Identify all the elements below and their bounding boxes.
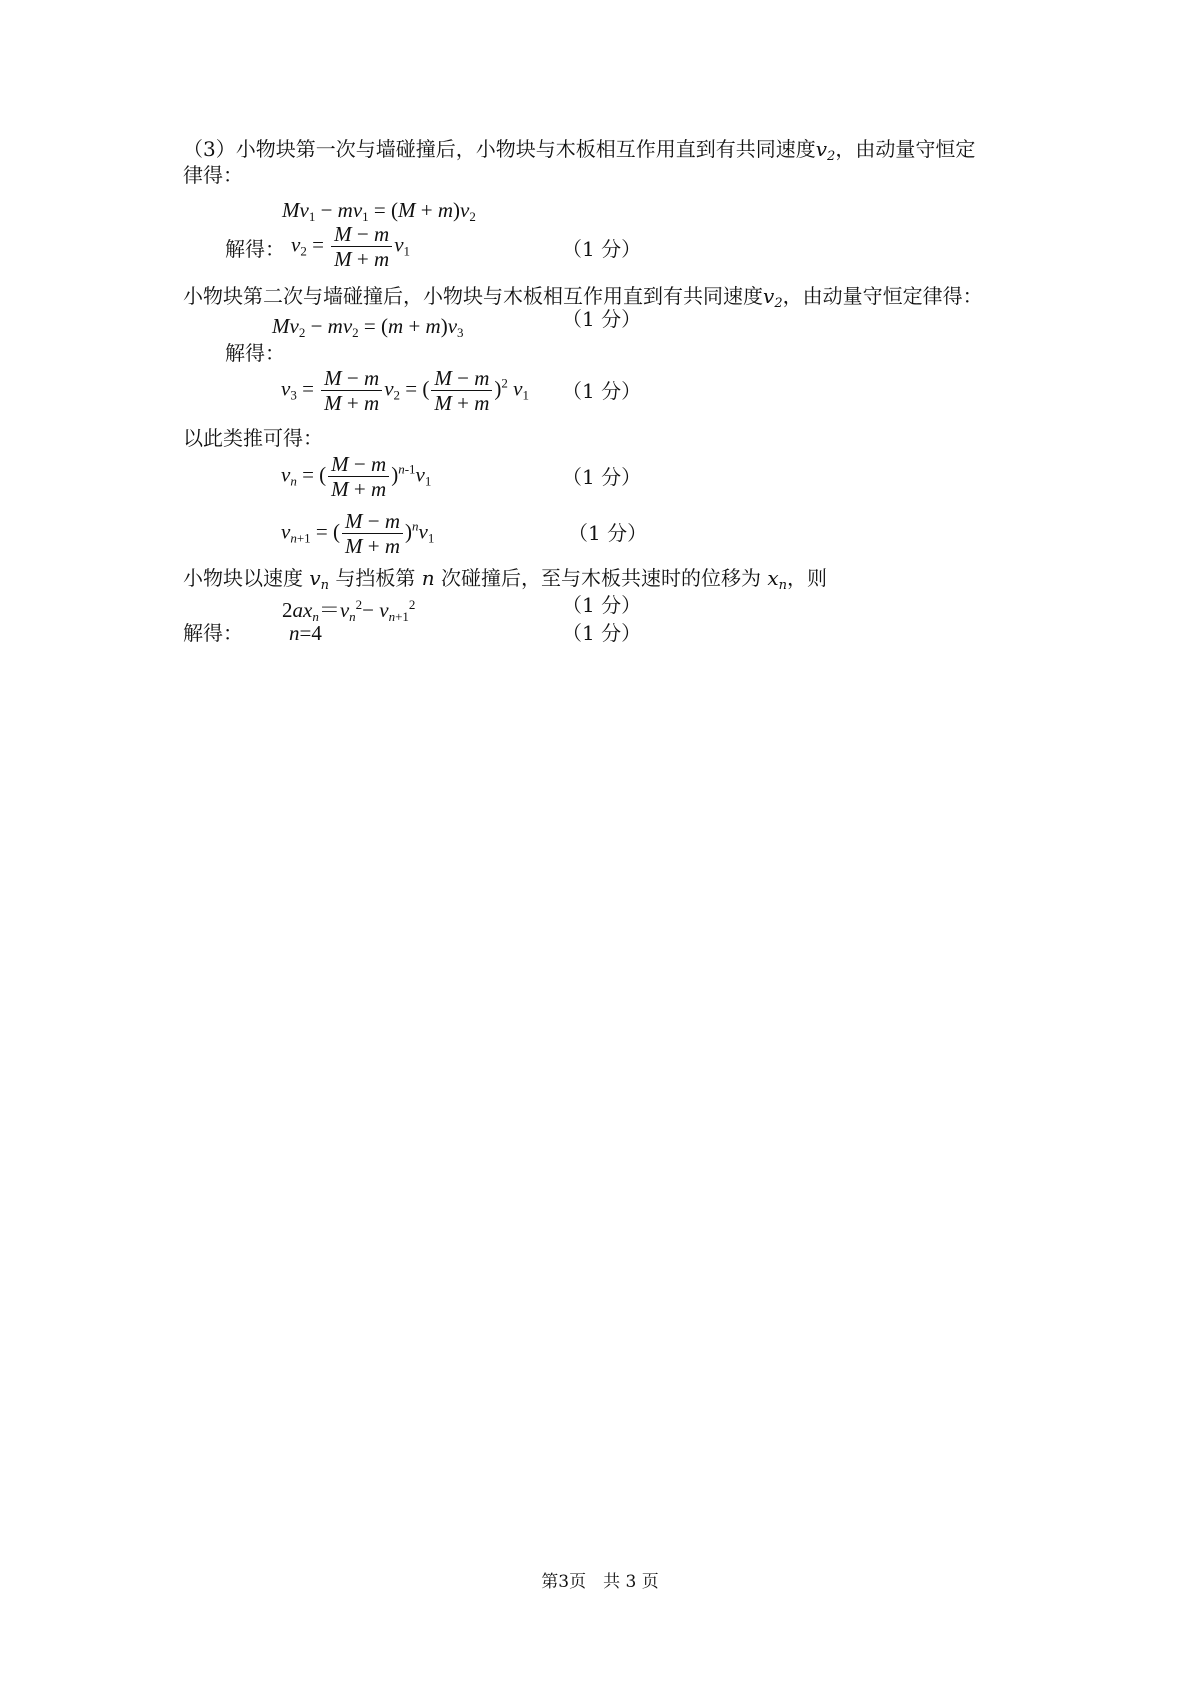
score-6: （1 分） <box>562 593 642 617</box>
equation-v2: $v_2$ = $\frac{M - m}{M + m}$ $v_1$ <box>291 222 411 271</box>
score-3: （1 分） <box>562 379 642 403</box>
equation-displacement: $2ax_n=v_n^2- v_{n+1}^2$ <box>282 597 416 624</box>
intro-text: （3）小物块第一次与墙碰撞后，小物块与木板相互作用直到有共同速度 <box>183 137 816 161</box>
score-5: （1 分） <box>568 521 648 545</box>
score-1: （1 分） <box>562 237 642 261</box>
final-result: n=4 <box>289 621 322 645</box>
jiede-label-2: 解得： <box>225 341 285 365</box>
induction-text: 以此类推可得： <box>183 426 323 450</box>
intro-line-1 <box>183 136 975 170</box>
final-collision-text: 小物块以速度 $v_n$ 与挡板第 n 次碰撞后，至与木板共速时的位移为 $x_n$，则 <box>183 566 828 593</box>
score-4: （1 分） <box>562 465 642 489</box>
jiede-label-1: 解得： <box>225 237 285 261</box>
equation-momentum-2: $Mv_2 - mv_2 = (m + m)v_3$ <box>272 314 464 340</box>
score-2: （1 分） <box>562 307 642 331</box>
equation-vn: $v_n$ = ( $\frac{M - m}{M + m}$ )$^{n-1}v_1$ <box>281 452 432 501</box>
equation-vn-plus-1: $v_{n+1}$ = ( $\frac{M - m}{M + m}$ )$^nv_1$ <box>281 509 435 558</box>
equation-v3: $v_3$ = $\frac{M - m}{M + m}$ $v_2$ = ( $\frac{M - m}{M + m}$ )$^2$ $v_1$ <box>281 366 529 415</box>
v2-variable: $v_2$ <box>815 137 836 164</box>
intro-tail: ，由动量守恒定 <box>835 137 976 161</box>
second-collision-text: 小物块第二次与墙碰撞后，小物块与木板相互作用直到有共同速度$v_2$，由动量守恒定律得： <box>183 284 983 311</box>
score-7: （1 分） <box>562 621 642 645</box>
jiede-label-3: 解得： <box>183 621 243 645</box>
equation-momentum-1: $Mv_1 - mv_1 = (M + m)v_2$ <box>282 198 476 224</box>
intro-line-2: 律得： <box>183 163 243 187</box>
page-footer: 第3页 共 3 页 <box>541 1572 659 1592</box>
